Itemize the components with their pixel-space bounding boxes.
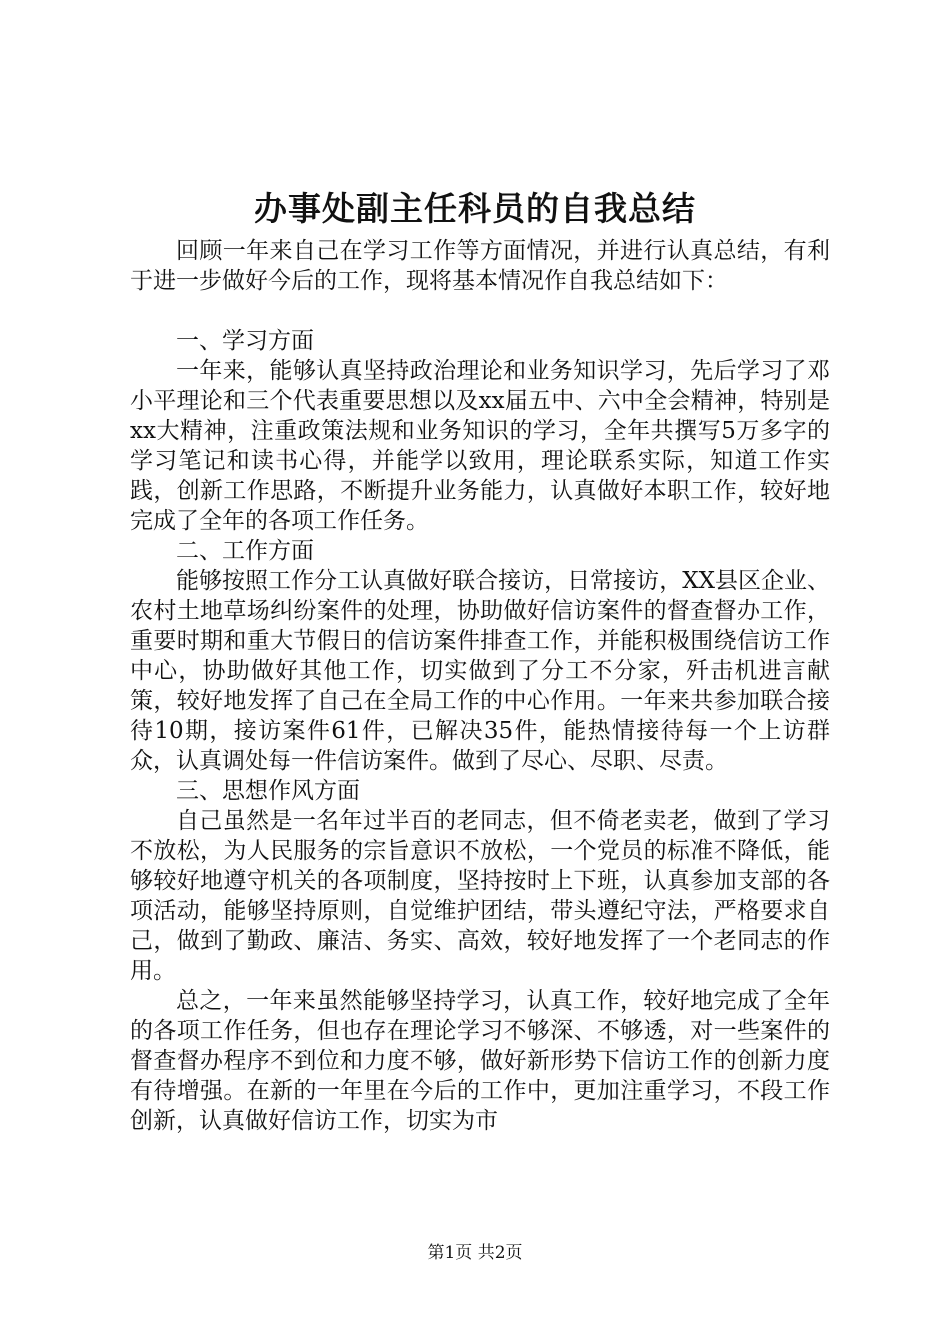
section-heading-study: 一、学习方面	[176, 328, 314, 354]
paragraph-gap	[130, 296, 830, 326]
section-text-conduct: 自己虽然是一名年过半百的老同志，但不倚老卖老，做到了学习不放松，为人民服务的宗旨意识不放松，一个党员的标准不降低，能够较好地遵守机关的各项制度，坚持按时上下班，认真参加支部的各项活动，能够坚持原则，自觉维护团结，带头遵纪守法，严格要求自己，做到了勤政、廉洁、务实、高效，较好地发挥了一个老同志的作用。	[130, 808, 830, 984]
section-text-study: 一年来，能够认真坚持政治理论和业务知识学习，先后学习了邓小平理论和三个代表重要思想以及xx届五中、六中全会精神，特别是xx大精神，注重政策法规和业务知识的学习，全年共撰写5万多字的学习笔记和读书心得，并能学以致用，理论联系实际，知道工作实践，创新工作思路，不断提升业务能力，认真做好本职工作，较好地完成了全年的各项工作任务。	[130, 358, 830, 534]
document-title: 办事处副主任科员的自我总结	[254, 189, 696, 228]
conclusion-paragraph: 总之，一年来虽然能够坚持学习，认真工作，较好地完成了全年的各项工作任务，但也存在理论学习不够深、不够透，对一些案件的督查督办程序不到位和力度不够，做好新形势下信访工作的创新力度有待增强。在新的一年里在今后的工作中，更加注重学习，不段工作创新，认真做好信访工作，切实为市	[130, 988, 830, 1134]
page-number-footer: 第1页 共2页	[427, 1243, 523, 1263]
section-heading-work: 二、工作方面	[176, 538, 314, 564]
section-text-work: 能够按照工作分工认真做好联合接访，日常接访，XX县区企业、农村土地草场纠纷案件的处理，协助做好信访案件的督查督办工作，重要时期和重大节假日的信访案件排查工作，并能积极围绕信访工作中心，协助做好其他工作，切实做到了分工不分家，歼击机进言献策，较好地发挥了自己在全局工作的中心作用。一年来共参加联合接待10期，接访案件61件，已解决35件，能热情接待每一个上访群众，认真调处每一件信访案件。做到了尽心、尽职、尽责。	[130, 568, 830, 774]
section-heading-conduct: 三、思想作风方面	[176, 778, 360, 804]
intro-paragraph: 回顾一年来自己在学习工作等方面情况，并进行认真总结，有利于进一步做好今后的工作，现将基本情况作自我总结如下：	[130, 238, 830, 294]
document-body	[130, 236, 830, 1136]
